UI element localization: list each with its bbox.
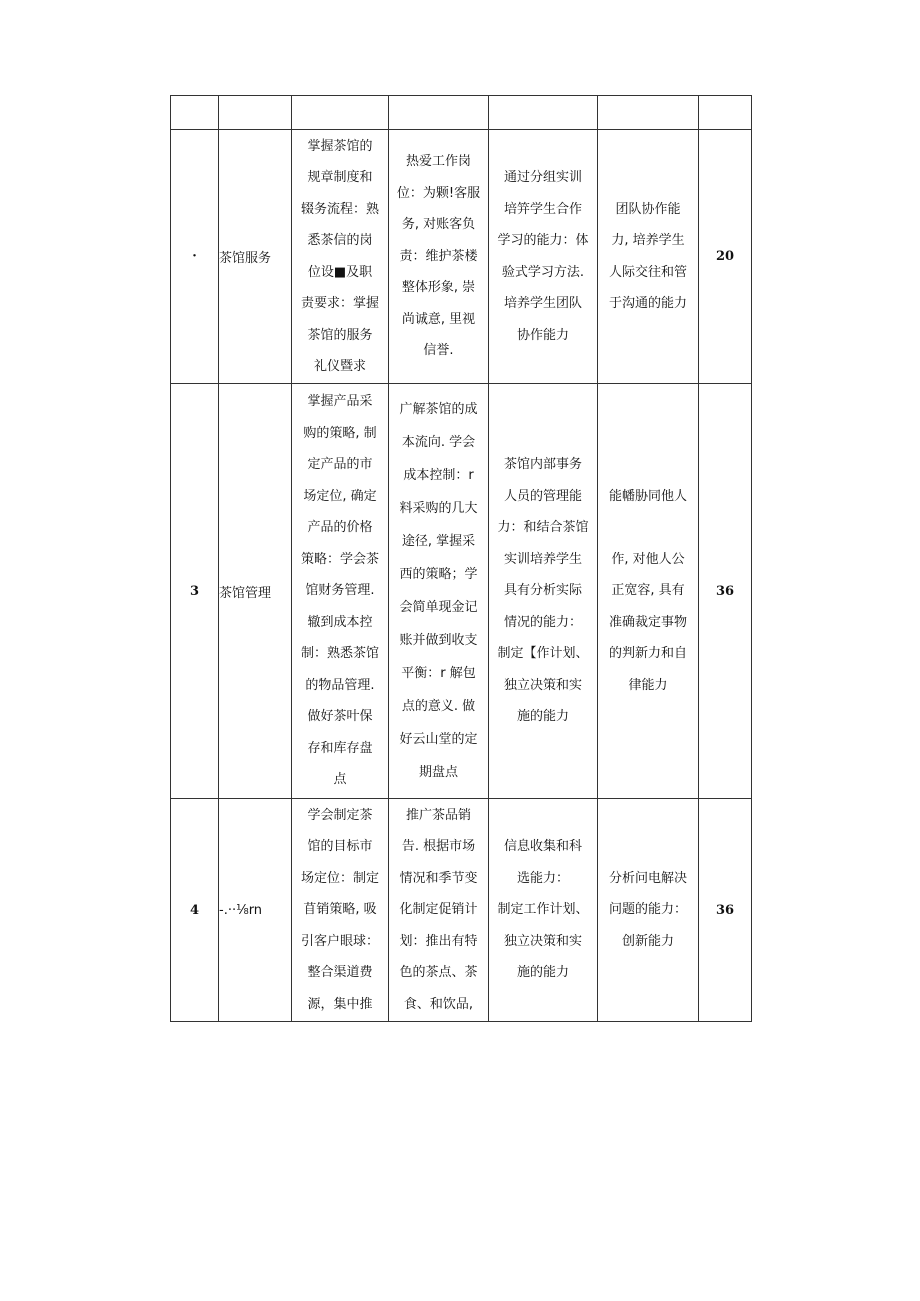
hours-cell: 20 (699, 130, 752, 384)
header-cell (489, 96, 598, 130)
row-number: 3 (171, 384, 219, 799)
quality-cell (389, 384, 489, 799)
knowledge-cell (292, 799, 389, 1022)
module-name: -.··⅛rn (219, 799, 292, 1022)
header-cell (292, 96, 389, 130)
header-cell (171, 96, 219, 130)
ability-cell (598, 130, 699, 384)
row-number: 4 (171, 799, 219, 1022)
knowledge-cell (292, 384, 389, 799)
module-name: 茶馆服务 (219, 130, 292, 384)
knowledge-text: 学会制定茶 馆的目标市 场定位：制定 苜销策略, 吸 引客户眼球： 整合渠道费 源，集中推 (300, 807, 379, 1012)
table-row (171, 130, 752, 384)
header-cell (598, 96, 699, 130)
course-table (170, 95, 752, 1022)
module-name: 茶馆管理 (219, 384, 292, 799)
quality-text: 广解茶馆的成 本流向. 学会 成本控制：r 料采购的几大 途径, 掌握采 西的策略；学 会简单现金记 账并做到收支 平衡：r 解包 点的意义. 做 好云山堂的定 期盘点 (399, 402, 478, 780)
ability-text: 能幡胁同他人 作, 对他人公 正宽容, 具有 准确裁定事物 的判新力和自 律能力 (608, 488, 687, 693)
method-cell (489, 799, 598, 1022)
knowledge-text: 掌握产品采 购的策略, 制 定产品的市 场定位, 确定 产品的价格 策略：学会茶 馆财务管理. 辙到成本控 制：熟悉茶馆 的物品管理. 做好茶叶保 存和库存盘 点 (300, 394, 379, 788)
quality-text: 推广茶品销 告. 根据市场 情况和季节变 化制定促销计 划：推出有特 色的茶点、茶 食、和饮品, (399, 807, 478, 1012)
quality-cell (389, 799, 489, 1022)
method-cell (489, 130, 598, 384)
ability-cell (598, 384, 699, 799)
method-cell (489, 384, 598, 799)
quality-text: 热爱工作岗 位：为颗!客服 务, 对账客负 责：维护茶楼 整体形象, 崇 尚诚意, 里视 信誉. (396, 154, 481, 359)
header-cell (699, 96, 752, 130)
header-cell (389, 96, 489, 130)
ability-text: 分析问电解决 问题的能力： 创新能力 (608, 870, 687, 949)
header-row (171, 96, 752, 130)
hours-cell: 36 (699, 384, 752, 799)
table-row (171, 384, 752, 799)
ability-cell (598, 799, 699, 1022)
table-row (171, 799, 752, 1022)
quality-cell (389, 130, 489, 384)
method-text: 通过分组实训 培笄学生合作 学习的能力：体 验式学习方法. 培养学生团队 协作能力 (497, 170, 589, 343)
knowledge-text: 掌握茶馆的 规章制度和 辍务流程：熟 悉茶信的岗 位设■及职 责要求：掌握 茶馆的服务 礼仪暨求 (300, 138, 379, 374)
ability-text: 团队协作能 力, 培养学生 人际交往和管 于沟通的能力 (608, 201, 687, 311)
method-text: 茶馆内部事务 人员的管理能 力：和结合茶馆 实训培养学生 具有分析实际 情况的能力： 制定【作计划、 独立决策和实 施的能力 (497, 457, 589, 725)
method-text: 信息收集和科 选能力： 制定工作计划、 独立决策和实 施的能力 (497, 839, 589, 981)
header-cell (219, 96, 292, 130)
hours-cell: 36 (699, 799, 752, 1022)
row-number: · (171, 130, 219, 384)
knowledge-cell (292, 130, 389, 384)
